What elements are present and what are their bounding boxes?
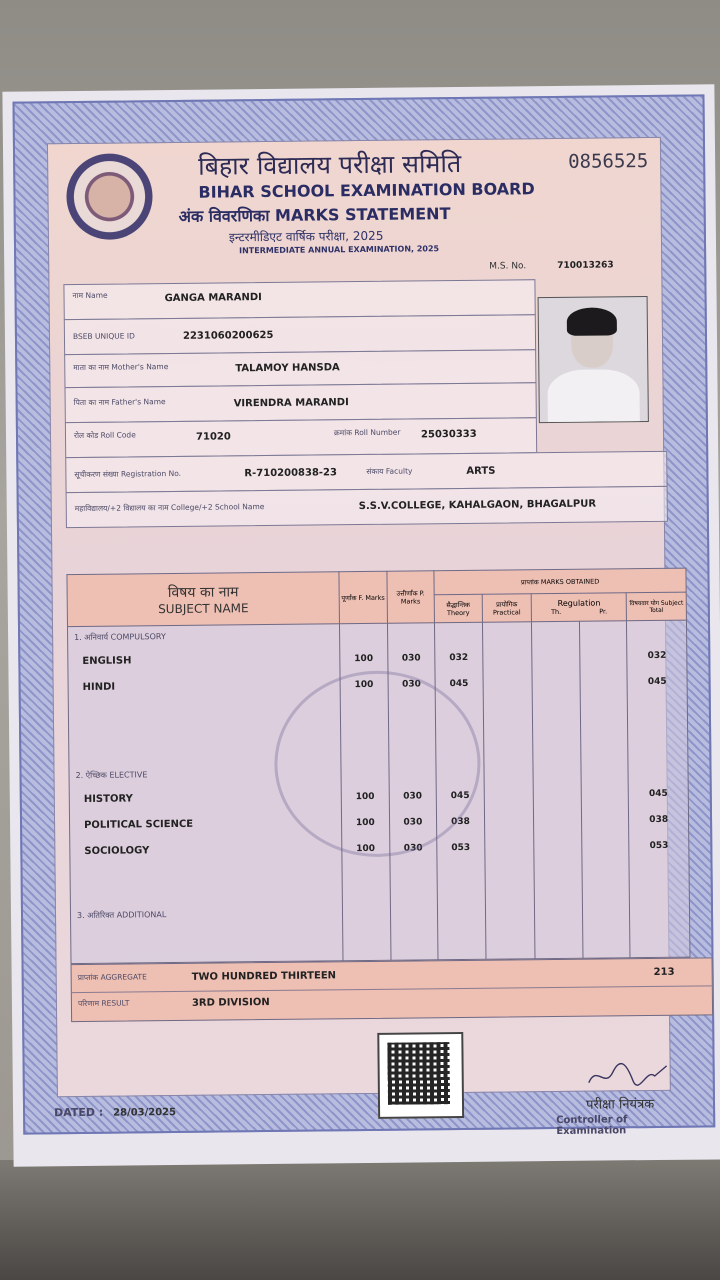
total-history: 045: [648, 788, 668, 800]
mother-value: TALAMOY HANSDA: [235, 362, 340, 375]
pm-political-science: 030: [403, 817, 423, 828]
fm-history: 100: [355, 791, 375, 803]
certificate-body: [47, 137, 684, 1138]
subject-history: HISTORY: [83, 793, 133, 805]
dated-block: [54, 1105, 176, 1119]
full-marks-header: पूर्णांक F. Marks: [339, 571, 387, 623]
subject-sociology: SOCIOLOGY: [84, 845, 150, 857]
background-surface: [0, 1160, 720, 1280]
ms-no-label: M.S. No.: [489, 261, 527, 272]
ms-no-value: 710013263: [557, 260, 614, 271]
theory-political-science: 038: [450, 816, 470, 828]
regulation-th: Th.: [551, 607, 562, 617]
pass-marks-header: उत्तीर्णांक P. Marks: [387, 571, 435, 623]
uid-label: BSEB UNIQUE ID: [72, 331, 135, 342]
roll-code-value: 71020: [195, 431, 231, 443]
aggregate-label: प्राप्तांक AGGREGATE: [77, 972, 147, 983]
theory-english: 032: [449, 652, 469, 664]
subject-political-science: POLITICAL SCIENCE: [84, 818, 194, 831]
regulation-header: [531, 593, 626, 622]
regulation-th-column: [532, 621, 583, 958]
fm-sociology: 100: [356, 843, 376, 855]
roll-number-label: क्रमांक Roll Number: [333, 427, 401, 438]
controller-signature: [583, 1058, 673, 1093]
pm-hindi: 030: [402, 679, 421, 690]
registration-value: R-710200838-23: [244, 467, 338, 480]
faculty-value: ARTS: [466, 465, 496, 477]
total-sociology: 053: [649, 840, 669, 852]
pm-sociology: 030: [403, 843, 423, 854]
qr-code: [377, 1032, 464, 1119]
registration-label: सूचीकरण संख्या Registration No.: [74, 468, 182, 480]
fm-hindi: 100: [354, 679, 374, 691]
roll-code-label: रोल कोड Roll Code: [73, 430, 136, 441]
subject-hindi: HINDI: [82, 681, 116, 693]
regulation-pr-column: [579, 621, 630, 958]
father-value: VIRENDRA MARANDI: [233, 397, 349, 410]
aggregate-words: TWO HUNDRED THIRTEEN: [191, 970, 337, 983]
subject-header-english: SUBJECT NAME: [158, 601, 249, 617]
statement-title: अंक विवरणिका MARKS STATEMENT: [178, 204, 451, 226]
controller-english: Controller of Examination: [556, 1114, 628, 1138]
elective-section-label: 2. ऐच्छिक ELECTIVE: [75, 770, 148, 781]
result-label: परिणाम RESULT: [77, 998, 130, 1009]
pm-history: 030: [403, 791, 423, 802]
subject-total-header: विषयवार योग Subject Total: [626, 592, 686, 621]
theory-sociology: 053: [451, 842, 471, 854]
roll-number-value: 25030333: [420, 428, 477, 441]
dated-value: 28/03/2025: [113, 1106, 177, 1119]
practical-header: प्रायोगिक Practical: [482, 594, 532, 623]
father-label: पिता का नाम Father's Name: [73, 397, 166, 408]
subject-header: [67, 572, 340, 627]
college-row: [66, 486, 668, 528]
total-hindi: 045: [647, 676, 667, 688]
subject-english: ENGLISH: [82, 655, 132, 667]
student-photo: [538, 296, 649, 423]
practical-column: [482, 622, 535, 960]
marks-statement-document: [2, 84, 720, 1166]
exam-title-english: INTERMEDIATE ANNUAL EXAMINATION, 2025: [239, 244, 440, 256]
aggregate-value: 213: [653, 966, 675, 978]
exam-title-hindi: इन्टरमीडिएट वार्षिक परीक्षा, 2025: [228, 228, 384, 245]
compulsory-section-label: 1. अनिवार्य COMPULSORY: [74, 632, 166, 643]
theory-history: 045: [450, 790, 470, 802]
mother-label: माता का नाम Mother's Name: [73, 362, 169, 373]
board-emblem-logo: [66, 153, 153, 240]
subject-header-hindi: विषय का नाम: [167, 584, 239, 602]
name-value: GANGA MARANDI: [164, 292, 262, 305]
serial-number: 0856525: [568, 149, 649, 173]
pm-english: 030: [401, 653, 421, 664]
aggregate-result-box: [71, 957, 714, 1022]
theory-header: सैद्धान्तिक Theory: [434, 594, 482, 622]
additional-section-label: 3. अतिरिक्त ADDITIONAL: [76, 910, 167, 921]
board-name-hindi: बिहार विद्यालय परीक्षा समिति: [198, 148, 462, 181]
dated-label: DATED :: [54, 1105, 104, 1120]
regulation-label: Regulation: [557, 598, 601, 608]
college-label: महाविद्यालय/+2 विद्यालय का नाम College/+2 School Name: [74, 502, 265, 514]
name-label: नाम Name: [72, 290, 108, 301]
result-value: 3RD DIVISION: [191, 997, 270, 1009]
board-name-english: BIHAR SCHOOL EXAMINATION BOARD: [198, 179, 535, 202]
uid-value: 2231060200625: [182, 329, 274, 342]
controller-hindi: परीक्षा नियंत्रक: [585, 1096, 655, 1113]
subject-total-column: [627, 620, 690, 958]
fm-english: 100: [354, 653, 374, 665]
regulation-pr: Pr.: [599, 607, 608, 616]
theory-hindi: 045: [449, 678, 469, 690]
total-english: 032: [647, 650, 667, 662]
total-political-science: 038: [649, 814, 669, 826]
college-value: S.S.V.COLLEGE, KAHALGAON, BHAGALPUR: [358, 498, 597, 513]
marks-obtained-header: प्राप्तांक MARKS OBTAINED: [434, 568, 686, 595]
fm-political-science: 100: [355, 817, 375, 829]
faculty-label: संकाय Faculty: [366, 466, 413, 476]
